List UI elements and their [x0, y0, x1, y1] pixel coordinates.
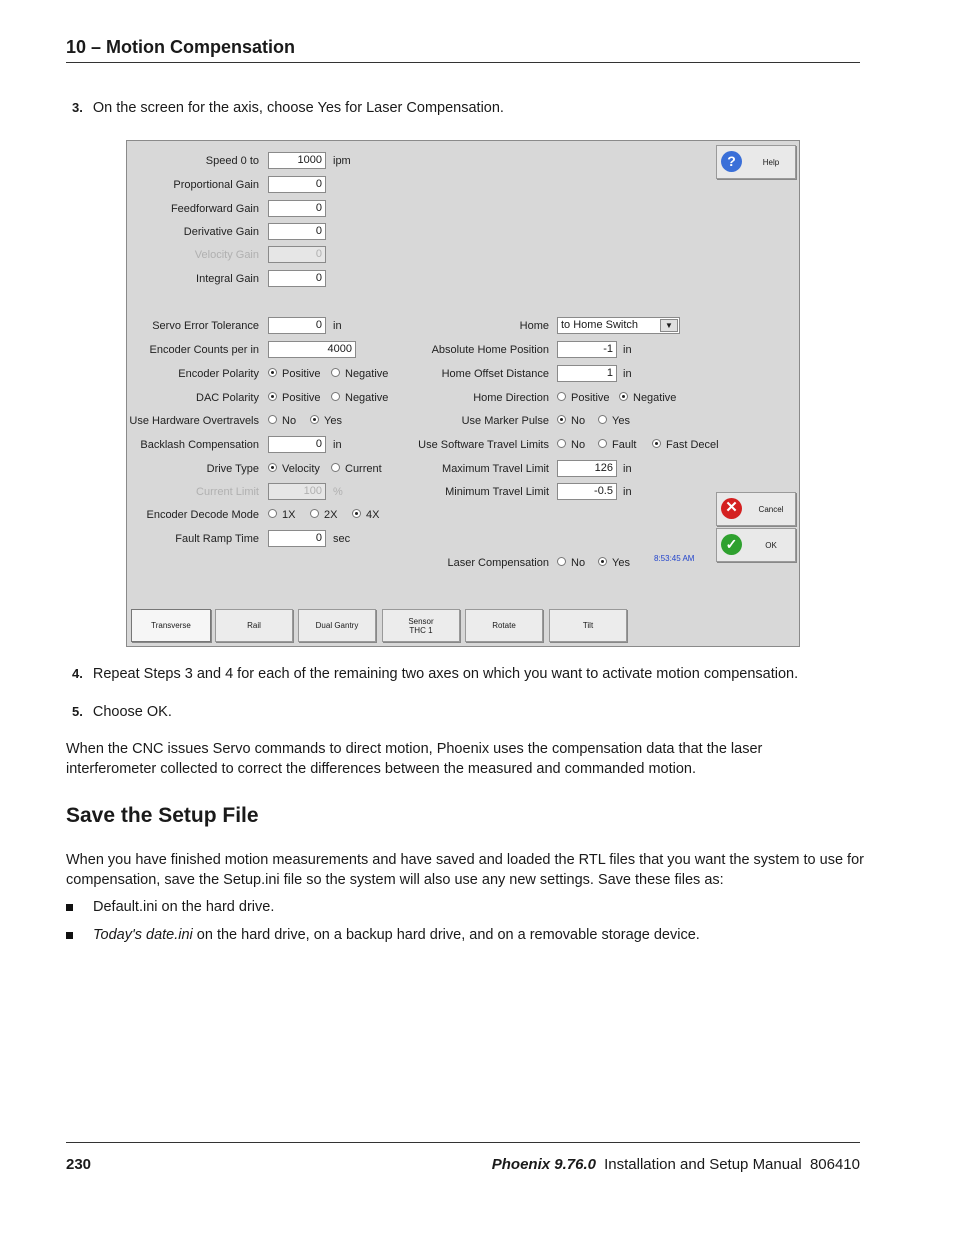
tab-dual-gantry[interactable]: Dual Gantry: [298, 609, 376, 642]
encoder-counts-label: Encoder Counts per in: [149, 344, 259, 356]
step-number: 4.: [72, 666, 83, 681]
home-offset-unit: in: [623, 368, 632, 380]
max-travel-label: Maximum Travel Limit: [442, 463, 549, 475]
max-travel-unit: in: [623, 463, 632, 475]
home-select[interactable]: to Home Switch ▼: [557, 317, 680, 334]
hardware-overtravels-yes[interactable]: Yes: [310, 415, 342, 427]
home-direction-negative[interactable]: Negative: [619, 392, 676, 404]
step-3: [72, 98, 504, 118]
feedforward-gain-label: Feedforward Gain: [170, 203, 259, 215]
home-direction-label: Home Direction: [473, 392, 549, 404]
dropdown-arrow-icon[interactable]: ▼: [660, 319, 678, 332]
radio-selected-icon: [268, 463, 277, 472]
tab-rotate[interactable]: Rotate: [465, 609, 543, 642]
radio-icon: [598, 439, 607, 448]
tab-rail[interactable]: Rail: [215, 609, 293, 642]
speed-unit: ipm: [333, 155, 351, 167]
fault-ramp-unit: sec: [333, 533, 351, 545]
min-travel-label: Minimum Travel Limit: [445, 486, 549, 498]
current-limit-field: 100: [268, 483, 326, 500]
marker-pulse-yes[interactable]: Yes: [598, 415, 630, 427]
absolute-home-field[interactable]: -1: [557, 341, 617, 358]
drive-type-label: Drive Type: [206, 463, 259, 475]
step-text: Choose OK.: [92, 704, 172, 720]
encoder-polarity-negative[interactable]: Negative: [331, 368, 388, 380]
radio-selected-icon: [557, 415, 566, 424]
radio-selected-icon: [598, 557, 607, 566]
footer-rule: [66, 1142, 860, 1143]
velocity-gain-label: Velocity Gain: [194, 249, 259, 261]
page-number: 230: [66, 1156, 92, 1173]
backlash-label: Backlash Compensation: [140, 439, 259, 451]
integral-gain-field[interactable]: 0: [268, 270, 326, 287]
radio-selected-icon: [310, 415, 319, 424]
drive-type-current[interactable]: Current: [331, 463, 382, 475]
step-text: On the screen for the axis, choose Yes for Laser Compensation.: [92, 100, 504, 116]
dac-polarity-positive[interactable]: Positive: [268, 392, 321, 404]
laser-compensation-yes[interactable]: Yes: [598, 557, 630, 569]
backlash-unit: in: [333, 439, 342, 451]
hardware-overtravels-no[interactable]: No: [268, 415, 296, 427]
ok-check-icon: ✓: [721, 534, 742, 555]
radio-icon: [557, 439, 566, 448]
software-travel-no[interactable]: No: [557, 439, 585, 451]
proportional-gain-label: Proportional Gain: [173, 179, 259, 191]
manual-title: Installation and Setup Manual: [604, 1156, 802, 1173]
current-limit-unit: %: [333, 486, 343, 498]
dac-polarity-label: DAC Polarity: [196, 392, 259, 404]
servo-error-field[interactable]: 0: [268, 317, 326, 334]
min-travel-field[interactable]: -0.5: [557, 483, 617, 500]
bullet-icon: [66, 904, 73, 911]
speed-field[interactable]: 1000: [268, 152, 326, 169]
radio-icon: [331, 392, 340, 401]
speed-label: Speed 0 to: [205, 155, 259, 167]
step-4: [72, 664, 798, 684]
radio-icon: [331, 463, 340, 472]
fault-ramp-label: Fault Ramp Time: [175, 533, 259, 545]
laser-compensation-no[interactable]: No: [557, 557, 585, 569]
encoder-decode-label: Encoder Decode Mode: [146, 509, 259, 521]
axis-setup-screen: [126, 140, 800, 647]
radio-selected-icon: [619, 392, 628, 401]
hardware-overtravels-label: Use Hardware Overtravels: [129, 415, 259, 427]
home-offset-field[interactable]: 1: [557, 365, 617, 382]
servo-error-unit: in: [333, 320, 342, 332]
radio-selected-icon: [652, 439, 661, 448]
product-name: Phoenix 9.76.0: [491, 1156, 596, 1173]
marker-pulse-label: Use Marker Pulse: [461, 415, 549, 427]
encoder-polarity-positive[interactable]: Positive: [268, 368, 321, 380]
chapter-header: 10 – Motion Compensation: [66, 37, 296, 57]
radio-selected-icon: [352, 509, 361, 518]
help-icon: ?: [721, 151, 742, 172]
proportional-gain-field[interactable]: 0: [268, 176, 326, 193]
radio-icon: [557, 392, 566, 401]
cancel-button[interactable]: ✕ Cancel: [716, 492, 796, 526]
section-title: Save the Setup File: [66, 804, 259, 827]
dac-polarity-negative[interactable]: Negative: [331, 392, 388, 404]
document-number: 806410: [809, 1156, 860, 1173]
derivative-gain-field[interactable]: 0: [268, 223, 326, 240]
radio-icon: [557, 557, 566, 566]
marker-pulse-no[interactable]: No: [557, 415, 585, 427]
encoder-counts-field[interactable]: 4000: [268, 341, 356, 358]
radio-icon: [268, 415, 277, 424]
min-travel-unit: in: [623, 486, 632, 498]
feedforward-gain-field[interactable]: 0: [268, 200, 326, 217]
paragraph: When the CNC issues Servo commands to direct motion, Phoenix uses the compensation data that the laser interferometer collected to correct the differences between the measured and commanded motion.: [66, 741, 763, 777]
step-5: [72, 702, 172, 722]
fault-ramp-field[interactable]: 0: [268, 530, 326, 547]
radio-icon: [331, 368, 340, 377]
home-label: Home: [519, 320, 549, 332]
cancel-x-icon: ✕: [721, 498, 742, 519]
footer-title: [492, 1156, 860, 1173]
max-travel-field[interactable]: 126: [557, 460, 617, 477]
clock: 8:53:45 AM: [654, 554, 695, 563]
decode-1x[interactable]: 1X: [268, 509, 295, 521]
ok-button[interactable]: ✓ OK: [716, 528, 796, 562]
encoder-polarity-label: Encoder Polarity: [178, 368, 259, 380]
software-travel-label: Use Software Travel Limits: [418, 439, 549, 451]
radio-selected-icon: [268, 368, 277, 377]
radio-icon: [268, 509, 277, 518]
velocity-gain-field: 0: [268, 246, 326, 263]
step-number: 3.: [72, 100, 83, 115]
integral-gain-label: Integral Gain: [196, 273, 259, 285]
bullet-icon: [66, 932, 73, 939]
bullet-item: Default.ini on the hard drive.: [93, 899, 275, 915]
step-text: Repeat Steps 3 and 4 for each of the remaining two axes on which you want to activate motion compensation.: [92, 666, 799, 682]
software-travel-fast-decel[interactable]: Fast Decel: [652, 439, 719, 451]
italic-filename: Today's date.ini: [93, 927, 193, 943]
section-paragraph: When you have finished motion measurements and have saved and loaded the RTL files that you want the system to use for compensation, save the Setup.ini file so the system will also use any new settings. Save these files as:: [66, 852, 864, 888]
help-button[interactable]: ? Help: [716, 145, 796, 179]
home-offset-label: Home Offset Distance: [441, 368, 549, 380]
laser-compensation-label: Laser Compensation: [447, 557, 549, 569]
radio-selected-icon: [268, 392, 277, 401]
tab-transverse[interactable]: Transverse: [131, 609, 211, 642]
absolute-home-unit: in: [623, 344, 632, 356]
servo-error-label: Servo Error Tolerance: [152, 320, 259, 332]
tab-tilt[interactable]: Tilt: [549, 609, 627, 642]
backlash-field[interactable]: 0: [268, 436, 326, 453]
step-number: 5.: [72, 704, 83, 719]
absolute-home-label: Absolute Home Position: [431, 344, 549, 356]
software-travel-fault[interactable]: Fault: [598, 439, 636, 451]
decode-4x[interactable]: 4X: [352, 509, 379, 521]
derivative-gain-label: Derivative Gain: [183, 226, 259, 238]
header-rule: [66, 62, 860, 63]
bullet-item: Today's date.ini on the hard drive, on a backup hard drive, and on a removable storage device.: [93, 927, 700, 943]
drive-type-velocity[interactable]: Velocity: [268, 463, 320, 475]
home-direction-positive[interactable]: Positive: [557, 392, 610, 404]
decode-2x[interactable]: 2X: [310, 509, 337, 521]
radio-icon: [310, 509, 319, 518]
radio-icon: [598, 415, 607, 424]
current-limit-label: Current Limit: [196, 486, 259, 498]
tab-sensor-thc[interactable]: Sensor THC 1: [382, 609, 460, 642]
